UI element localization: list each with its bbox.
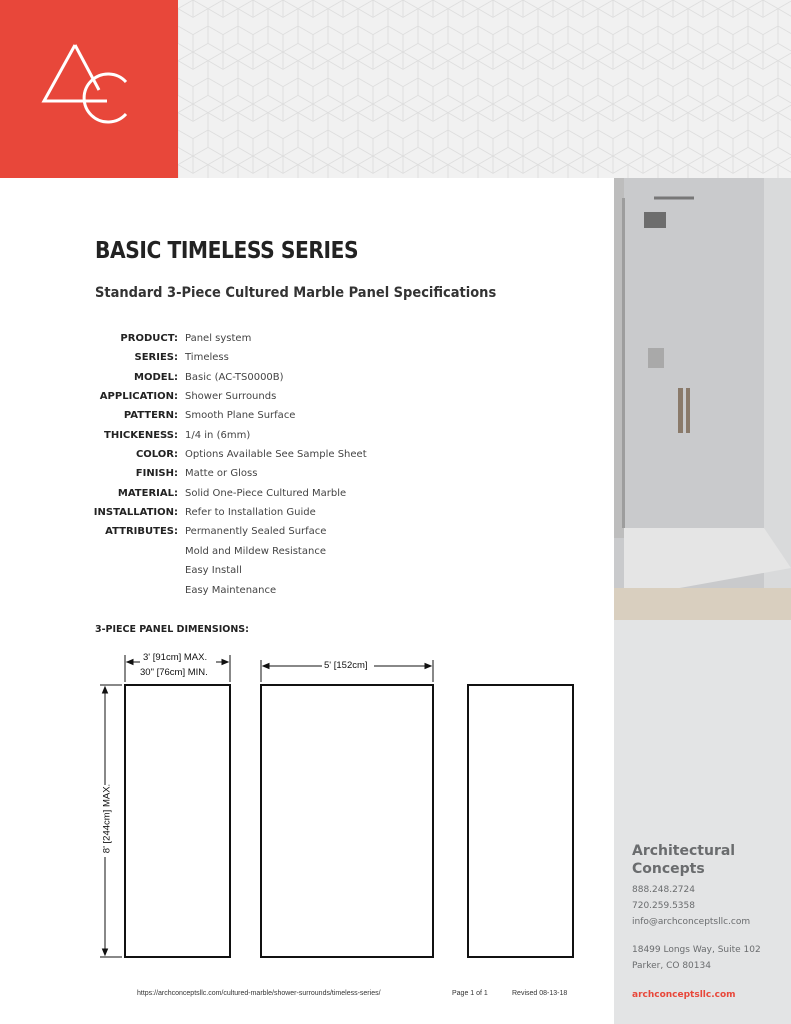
footer-url[interactable]: https://archconceptsllc.com/cultured-marble/shower-surrounds/timeless-series/ (137, 990, 381, 997)
dimensions-heading: 3-PIECE PANEL DIMENSIONS: (95, 624, 249, 635)
footer-page-number: Page 1 of 1 (452, 990, 488, 997)
company-name-line1: Architectural (632, 843, 736, 859)
spec-value-installation: Refer to Installation Guide (185, 507, 316, 518)
phone-1[interactable]: 888.248.2724 (632, 885, 695, 895)
spec-value-model: Basic (AC-TS0000B) (185, 372, 284, 383)
spec-label-finish: FINISH: (135, 468, 178, 479)
address-line-1: 18499 Longs Way, Suite 102 (632, 945, 761, 955)
company-name (632, 842, 735, 878)
page-subtitle: Standard 3-Piece Cultured Marble Panel Specifications (95, 285, 497, 301)
spec-label-product: PRODUCT: (120, 333, 178, 344)
spec-value-application: Shower Surrounds (185, 391, 277, 402)
spec-value-attribute-extra: Mold and Mildew Resistance (185, 546, 326, 557)
spec-label-model: MODEL: (134, 372, 178, 383)
spec-value-product: Panel system (185, 333, 252, 344)
spec-value-series: Timeless (185, 352, 229, 363)
spec-value-pattern: Smooth Plane Surface (185, 410, 296, 421)
page-title: BASIC TIMELESS SERIES (95, 238, 359, 264)
spec-label-color: COLOR: (135, 449, 178, 460)
spec-label-application: APPLICATION: (99, 391, 178, 402)
width-min-label: 30" [76cm] MIN. (140, 667, 208, 678)
spec-value-material: Solid One-Piece Cultured Marble (185, 488, 347, 499)
spec-label-pattern: PATTERN: (123, 410, 178, 421)
spec-value-attributes: Permanently Sealed Surface (185, 526, 327, 537)
left-panel-drawing (124, 684, 231, 958)
address-line-2: Parker, CO 80134 (632, 961, 711, 971)
footer-revised-date: Revised 08-13-18 (512, 990, 568, 997)
company-name-line2: Concepts (632, 861, 705, 877)
email-link[interactable]: info@archconceptsllc.com (632, 917, 751, 927)
website-link[interactable]: archconceptsllc.com (632, 990, 736, 1000)
phone-2[interactable]: 720.259.5358 (632, 901, 695, 911)
spec-value-thickness: 1/4 in (6mm) (185, 430, 251, 441)
spec-label-material: MATERIAL: (117, 488, 178, 499)
spec-label-series: SERIES: (134, 352, 178, 363)
spec-label-thickness: THICKENESS: (104, 430, 178, 441)
spec-value-color: Options Available See Sample Sheet (185, 449, 367, 460)
height-label: 8' [244cm] MAX. (101, 783, 113, 854)
spec-value-attribute-extra: Easy Maintenance (185, 585, 277, 596)
spec-value-finish: Matte or Gloss (185, 468, 258, 479)
right-panel-drawing (467, 684, 574, 958)
spec-label-attributes: ATTRIBUTES: (105, 526, 178, 537)
width-max-label: 3' [91cm] MAX. (143, 652, 208, 663)
back-panel-drawing (260, 684, 434, 958)
back-width-label: 5' [152cm] (324, 660, 368, 671)
spec-value-attribute-extra: Easy Install (185, 565, 242, 576)
spec-label-installation: INSTALLATION: (93, 507, 178, 518)
